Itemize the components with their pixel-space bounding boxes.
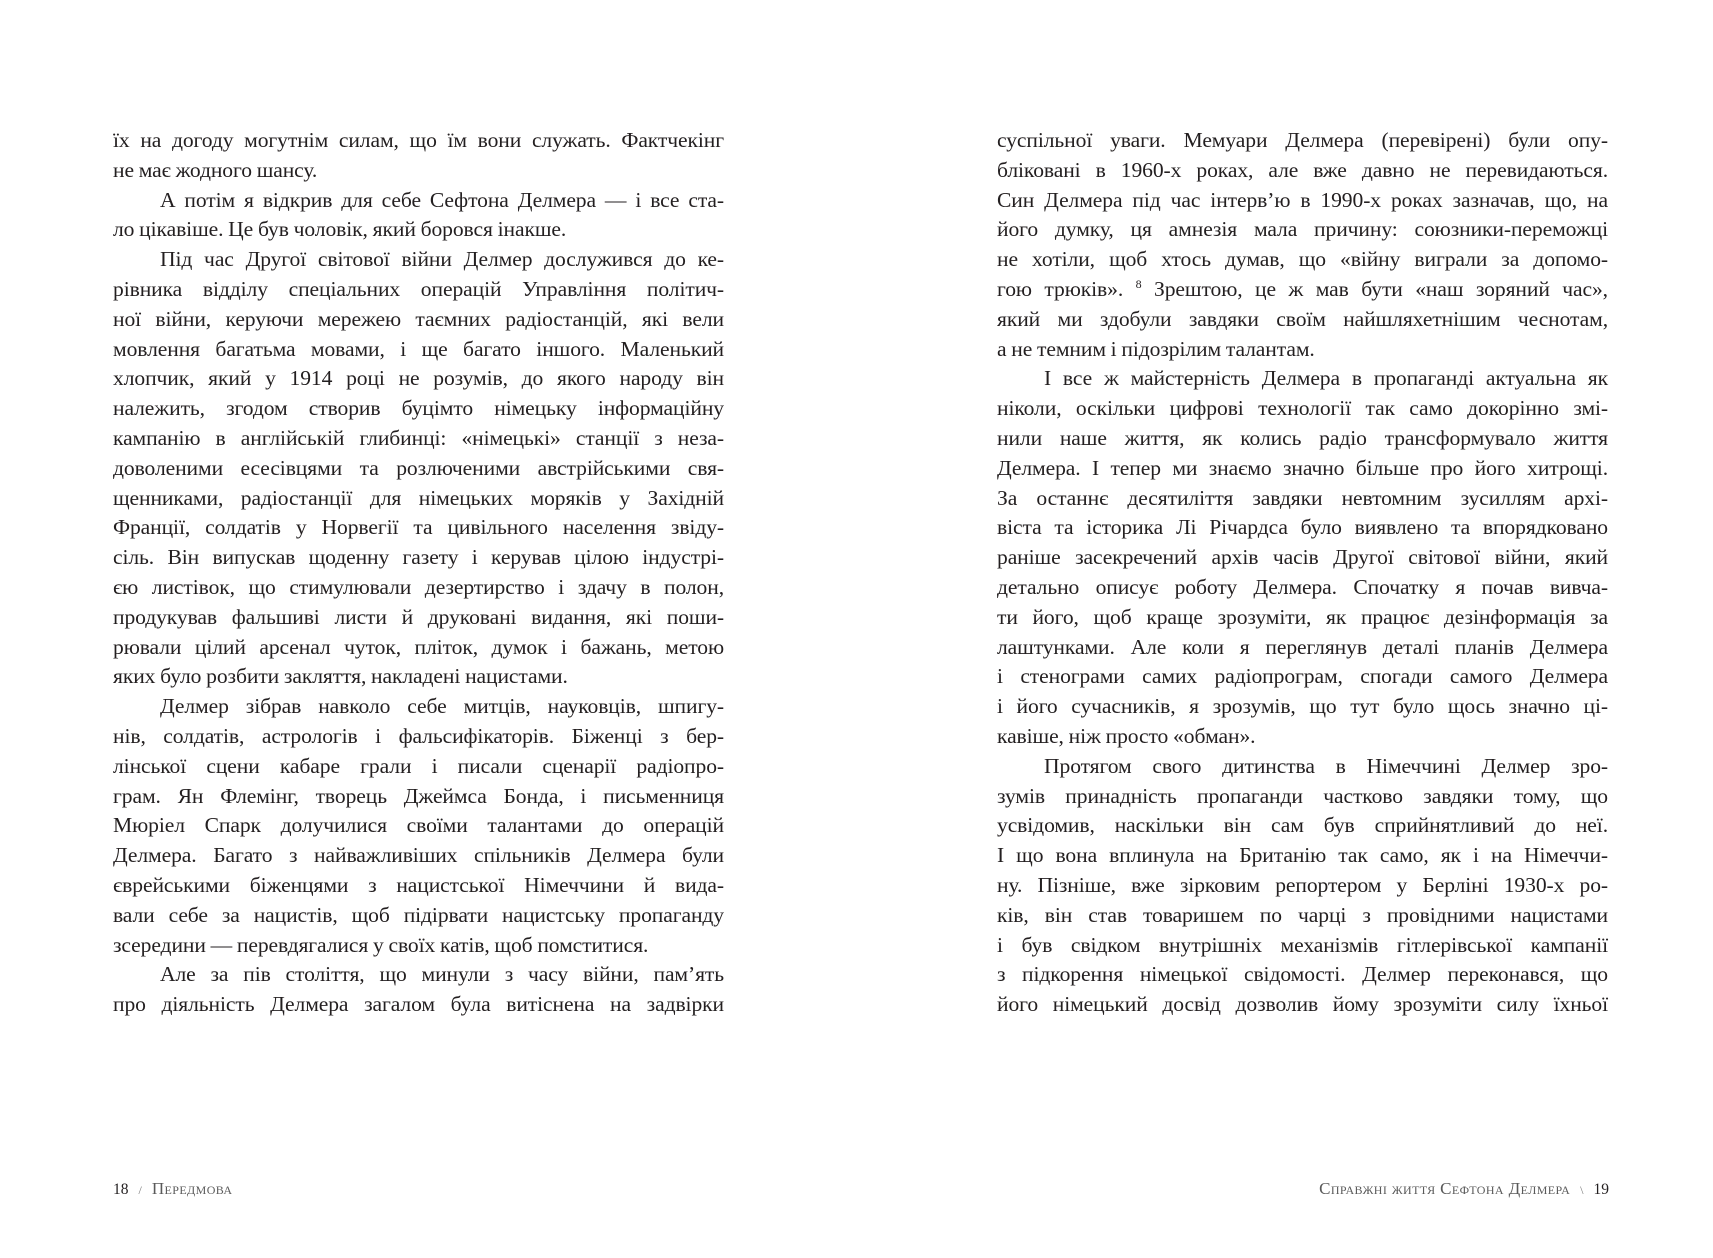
text-line: раніше засекречений архів часів Другої світової війни, який xyxy=(997,545,1608,570)
text-line: зумів принадність пропаганди частково завдяки тому, що xyxy=(997,783,1608,808)
text-segment: гою трюків». xyxy=(997,276,1136,301)
text-line: а не темним і підозрілим талантам. xyxy=(997,336,1315,361)
text-line: Син Делмера під час інтерв’ю в 1990-х роках зазначав, що, на xyxy=(997,187,1608,212)
left-page-footer xyxy=(113,1179,233,1199)
text-line: щенниками, радіостанції для німецьких моряків у Західній xyxy=(113,485,724,510)
text-line: Протягом свого дитинства в Німеччині Делмер зро- xyxy=(1044,753,1608,778)
text-line: рювали цілий арсенал чуток, пліток, думок і бажань, метою xyxy=(113,634,724,659)
right-page xyxy=(856,0,1713,1258)
text-line: суспільної уваги. Мемуари Делмера (перевірені) були опу- xyxy=(997,128,1608,152)
text-line: доволеними есесівцями та розлюченими австрійськими свя- xyxy=(113,455,724,480)
text-line: яких було розбити закляття, накладені нацистами. xyxy=(113,664,568,689)
text-line: ти його, щоб краще зрозуміти, як працює дезінформація за xyxy=(997,604,1608,629)
text-line: ну. Пізніше, вже зірковим репортером у Берліні 1930-х ро- xyxy=(997,872,1608,897)
text-line: Франції, солдатів у Норвегії та цивільного населення звіду- xyxy=(113,515,724,540)
page-number: 18 xyxy=(113,1181,129,1198)
text-line: За останнє десятиліття завдяки невтомним зусиллям архі- xyxy=(997,485,1608,510)
text-line: Під час Другої світової війни Делмер дослужився до ке- xyxy=(160,247,724,272)
text-line: мовлення багатьма мовами, і ще багато іншого. Маленький xyxy=(113,336,724,361)
text-line: сіль. Він випускав щоденну газету і керував цілою індустрі- xyxy=(113,545,724,570)
left-page-body-text xyxy=(113,126,724,1020)
text-line: Делмер зібрав навколо себе митців, науковців, шпигу- xyxy=(160,694,724,719)
right-page-footer xyxy=(1319,1179,1609,1199)
text-line: І що вона вплинула на Британію так само, як і на Німеччи- xyxy=(997,843,1608,868)
text-line: лаштунками. Але коли я переглянув деталі планів Делмера xyxy=(997,634,1608,659)
page-number: 19 xyxy=(1593,1181,1609,1198)
text-line: кампанію в англійській глибинці: «німецькі» станції з неза- xyxy=(113,425,724,450)
text-line: з підкорення німецької свідомості. Делмер переконався, що xyxy=(997,962,1608,987)
text-line: ло цікавіше. Це був чоловік, який боровся інакше. xyxy=(113,217,567,242)
footer-separator: / xyxy=(138,1183,142,1197)
text-line: ків, він став товаришем по чарці з провідними нацистами xyxy=(997,902,1608,927)
text-line: ніколи, оскільки цифрові технології так само докорінно змі- xyxy=(997,396,1608,421)
text-line: зсередини — перевдягалися у своїх катів, щоб помститися. xyxy=(113,932,649,957)
text-line: Делмера. Багато з найважливіших спільників Делмера були xyxy=(113,843,724,868)
text-line: нили наше життя, як колись радіо трансформувало життя xyxy=(997,425,1608,450)
text-line: ної війни, керуючи мережею таємних радіостанцій, які вели xyxy=(113,306,724,331)
text-line: не має жодного шансу. xyxy=(113,157,318,182)
text-line: єю листівок, що стимулювали дезертирство і здачу в полон, xyxy=(113,574,724,599)
text-line: Мюріел Спарк долучилися своїми талантами до операцій xyxy=(113,813,724,838)
text-line: кавіше, ніж просто «обман». xyxy=(997,723,1256,748)
text-line: бліковані в 1960-х роках, але вже давно не перевидаються. xyxy=(997,157,1608,182)
text-line: його німецький досвід дозволив йому зрозуміти силу їхньої xyxy=(997,992,1608,1017)
text-line: усвідомив, наскільки він сам був сприйнятливий до неї. xyxy=(997,813,1608,838)
text-line: І все ж майстерність Делмера в пропаганді актуальна як xyxy=(1044,366,1608,391)
text-line: Делмера. І тепер ми знаємо значно більше про його хитрощі. xyxy=(997,455,1608,480)
right-page-body-text xyxy=(997,126,1608,1020)
text-line: грам. Ян Флемінг, творець Джеймса Бонда, і письменниця xyxy=(113,783,724,808)
text-line: про діяльність Делмера загалом була витіснена на задвірки xyxy=(113,992,724,1017)
text-line: рівника відділу спеціальних операцій Управління політич- xyxy=(113,276,724,301)
left-page xyxy=(0,0,856,1258)
text-line: продукував фальшиві листи й друковані видання, які поши- xyxy=(113,604,724,629)
text-line: і стенограми самих радіопрограм, спогади самого Делмера xyxy=(997,664,1608,689)
text-line: нів, солдатів, астрологів і фальсифікаторів. Біженці з бер- xyxy=(113,723,724,748)
text-line: лінської сцени кабаре грали і писали сценарії радіопро- xyxy=(113,753,724,778)
text-line: хлопчик, який у 1914 році не розумів, до якого народу він xyxy=(113,366,724,391)
footnote-marker[interactable]: 8 xyxy=(1135,276,1142,291)
running-head: Справжні життя Сефтона Делмера xyxy=(1319,1179,1571,1198)
text-line: А потім я відкрив для себе Сефтона Делмера — і все ста- xyxy=(160,187,724,212)
text-line: віста та історика Лі Річардса було виявлено та впорядковано xyxy=(997,515,1608,540)
text-line: який ми здобули завдяки своїм найшляхетнішим чеснотам, xyxy=(997,306,1608,331)
text-line: і його сучасників, я зрозумів, що тут було щось значно ці- xyxy=(997,694,1608,719)
text-line: належить, згодом створив буцімто німецьку інформаційну xyxy=(113,396,724,421)
text-line: єврейськими біженцями з нацистської Німеччини й вида- xyxy=(113,872,724,897)
text-segment: Зрештою, це ж мав бути «наш зоряний час», xyxy=(1141,276,1608,301)
text-line: і був свідком внутрішніх механізмів гітлерівської кампанії xyxy=(997,932,1608,957)
text-line: вали себе за нацистів, щоб підірвати нацистську пропаганду xyxy=(113,902,724,927)
footer-separator: \ xyxy=(1580,1183,1584,1197)
text-line: Але за пів століття, що минули з часу війни, пам’ять xyxy=(160,962,724,987)
text-line: їх на догоду могутнім силам, що їм вони служать. Фактчекінг xyxy=(113,128,724,152)
text-line xyxy=(997,275,1608,305)
text-line: його думку, ця амнезія мала причину: союзники-переможці xyxy=(997,217,1608,242)
text-line: не хотіли, щоб хтось думав, що «війну виграли за допомо- xyxy=(997,247,1608,272)
text-line: детально описує роботу Делмера. Спочатку я почав вивча- xyxy=(997,574,1608,599)
running-head: Передмова xyxy=(151,1179,233,1198)
